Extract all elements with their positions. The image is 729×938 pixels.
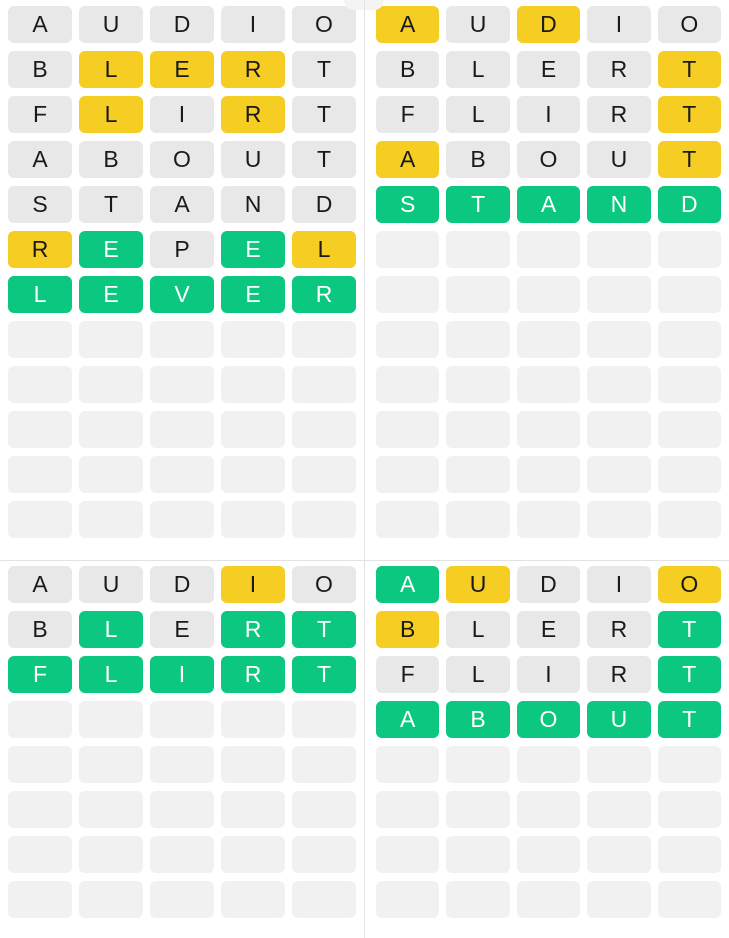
guess-row [8,51,356,88]
guess-row [8,881,356,918]
letter-tile: A [150,186,214,223]
letter-tile: T [658,96,721,133]
guess-row [8,836,356,873]
board-bottom-left [0,560,364,938]
letter-tile: O [658,566,721,603]
guess-row [376,611,721,648]
letter-tile: R [221,656,285,693]
letter-tile [8,746,72,783]
letter-tile [587,366,650,403]
letter-tile [658,746,721,783]
letter-tile: A [8,6,72,43]
letter-tile: L [292,231,356,268]
letter-tile [79,836,143,873]
letter-tile: F [376,656,439,693]
letter-tile: V [150,276,214,313]
guess-row [376,566,721,603]
guess-row [376,51,721,88]
letter-tile [376,321,439,358]
letter-tile: E [150,611,214,648]
letter-tile: A [376,141,439,178]
letter-tile [79,791,143,828]
letter-tile: D [150,566,214,603]
letter-tile: L [79,611,143,648]
letter-tile [292,881,356,918]
letter-tile: O [292,566,356,603]
letter-tile [150,836,214,873]
letter-tile [376,501,439,538]
letter-tile: D [658,186,721,223]
letter-tile [292,501,356,538]
guess-row [376,501,721,538]
letter-tile [292,836,356,873]
letter-tile: R [587,611,650,648]
letter-tile [587,276,650,313]
letter-tile [376,231,439,268]
letter-tile: B [8,51,72,88]
letter-tile: I [221,6,285,43]
letter-tile: T [658,611,721,648]
letter-tile [8,366,72,403]
guess-row [8,96,356,133]
letter-tile [8,501,72,538]
letter-tile: A [376,566,439,603]
letter-tile [150,411,214,448]
guess-row [8,231,356,268]
letter-tile: L [446,656,509,693]
letter-tile: R [8,231,72,268]
guess-row [376,836,721,873]
letter-tile [658,411,721,448]
guess-row [376,366,721,403]
guess-row [8,186,356,223]
letter-tile [517,501,580,538]
letter-tile [658,456,721,493]
letter-tile: E [517,51,580,88]
letter-tile: R [221,611,285,648]
letter-tile: T [658,51,721,88]
guess-row [376,701,721,738]
letter-tile: T [79,186,143,223]
letter-tile: S [376,186,439,223]
letter-tile [8,321,72,358]
letter-tile [221,881,285,918]
letter-tile: U [587,141,650,178]
letter-tile: T [292,96,356,133]
letter-tile: E [150,51,214,88]
letter-tile [446,791,509,828]
letter-tile [376,746,439,783]
letter-tile [221,836,285,873]
letter-tile: L [79,96,143,133]
letter-tile: E [221,231,285,268]
letter-tile [221,321,285,358]
letter-tile [150,746,214,783]
guess-row [376,321,721,358]
letter-tile: L [79,51,143,88]
letter-tile [587,456,650,493]
letter-tile [658,366,721,403]
letter-tile: O [658,6,721,43]
letter-tile: B [376,611,439,648]
letter-tile: O [150,141,214,178]
guess-row [376,791,721,828]
letter-tile [8,791,72,828]
letter-tile [517,746,580,783]
letter-tile: I [517,656,580,693]
letter-tile [517,881,580,918]
letter-tile: F [8,96,72,133]
letter-tile: D [517,566,580,603]
letter-tile [221,746,285,783]
letter-tile: I [587,6,650,43]
letter-tile [292,321,356,358]
letter-tile: T [292,51,356,88]
letter-tile [8,701,72,738]
letter-tile [446,836,509,873]
guess-row [8,321,356,358]
letter-tile [587,321,650,358]
letter-tile: T [658,656,721,693]
letter-tile [587,791,650,828]
guess-row [8,276,356,313]
letter-tile [517,836,580,873]
letter-tile [150,366,214,403]
letter-tile: I [587,566,650,603]
letter-tile: E [79,276,143,313]
guess-row [8,411,356,448]
letter-tile [376,791,439,828]
letter-tile [150,881,214,918]
letter-tile: U [79,6,143,43]
letter-tile [150,791,214,828]
letter-tile: O [292,6,356,43]
letter-tile [658,276,721,313]
vertical-divider [364,0,365,938]
letter-tile [292,456,356,493]
letter-tile [292,791,356,828]
guess-row [8,566,356,603]
letter-tile: N [221,186,285,223]
letter-tile [79,366,143,403]
letter-tile: T [658,141,721,178]
board-bottom-right [364,560,729,938]
letter-tile: L [446,611,509,648]
guess-row [8,746,356,783]
guess-row [376,656,721,693]
letter-tile: T [658,701,721,738]
letter-tile [292,746,356,783]
board-top-right [364,0,729,560]
letter-tile: U [79,566,143,603]
letter-tile: U [446,566,509,603]
letter-tile [376,276,439,313]
letter-tile [658,836,721,873]
letter-tile: A [376,701,439,738]
guess-row [376,276,721,313]
letter-tile [79,501,143,538]
letter-tile [517,276,580,313]
letter-tile [658,791,721,828]
guess-row [8,701,356,738]
letter-tile: R [292,276,356,313]
guess-row [376,881,721,918]
guess-row [376,141,721,178]
letter-tile: U [446,6,509,43]
letter-tile [658,881,721,918]
letter-tile: L [446,51,509,88]
letter-tile [292,366,356,403]
letter-tile [150,701,214,738]
letter-tile [446,366,509,403]
letter-tile [221,366,285,403]
letter-tile [658,501,721,538]
letter-tile: F [8,656,72,693]
letter-tile [587,231,650,268]
guess-row [376,186,721,223]
letter-tile: N [587,186,650,223]
letter-tile [446,231,509,268]
letter-tile: D [517,6,580,43]
guess-row [8,611,356,648]
guess-row [8,791,356,828]
letter-tile: U [221,141,285,178]
letter-tile [221,701,285,738]
letter-tile: R [221,51,285,88]
letter-tile [376,881,439,918]
letter-tile: B [79,141,143,178]
letter-tile [221,791,285,828]
letter-tile [376,411,439,448]
letter-tile [8,881,72,918]
letter-tile [587,501,650,538]
letter-tile: O [517,701,580,738]
letter-tile [8,411,72,448]
letter-tile [376,836,439,873]
letter-tile: I [517,96,580,133]
letter-tile [517,231,580,268]
letter-tile: D [150,6,214,43]
letter-tile [658,321,721,358]
letter-tile [446,881,509,918]
guess-row [376,746,721,783]
letter-tile [446,276,509,313]
letter-tile [517,366,580,403]
letter-tile [517,411,580,448]
letter-tile [587,746,650,783]
letter-tile [446,746,509,783]
letter-tile: T [292,611,356,648]
guess-row [376,6,721,43]
letter-tile: I [150,656,214,693]
letter-tile [79,746,143,783]
letter-tile [8,456,72,493]
letter-tile [150,456,214,493]
letter-tile: D [292,186,356,223]
letter-tile [221,411,285,448]
guess-row [376,456,721,493]
guess-row [8,366,356,403]
letter-tile [446,411,509,448]
letter-tile: T [292,141,356,178]
guess-row [8,141,356,178]
board-top-left [0,0,364,560]
letter-tile [221,501,285,538]
letter-tile [587,836,650,873]
letter-tile: P [150,231,214,268]
letter-tile: E [517,611,580,648]
letter-tile [79,411,143,448]
letter-tile: I [221,566,285,603]
letter-tile: R [587,96,650,133]
letter-tile [658,231,721,268]
letter-tile [446,456,509,493]
letter-tile: O [517,141,580,178]
letter-tile [517,791,580,828]
letter-tile [79,881,143,918]
letter-tile: R [221,96,285,133]
letter-tile: T [446,186,509,223]
guess-row [8,501,356,538]
letter-tile [376,366,439,403]
letter-tile [446,501,509,538]
letter-tile [221,456,285,493]
letter-tile [292,701,356,738]
letter-tile: B [8,611,72,648]
guess-row [8,656,356,693]
letter-tile: U [587,701,650,738]
letter-tile: E [79,231,143,268]
guess-row [376,96,721,133]
letter-tile: S [8,186,72,223]
letter-tile: F [376,96,439,133]
letter-tile: A [517,186,580,223]
letter-tile: B [446,701,509,738]
letter-tile [79,321,143,358]
guess-row [376,231,721,268]
letter-tile: B [376,51,439,88]
letter-tile: A [376,6,439,43]
letter-tile: R [587,656,650,693]
letter-tile: A [8,566,72,603]
letter-tile [446,321,509,358]
letter-tile [587,881,650,918]
letter-tile [292,411,356,448]
letter-tile: L [79,656,143,693]
guess-row [8,456,356,493]
letter-tile [79,456,143,493]
letter-tile: R [587,51,650,88]
letter-tile: E [221,276,285,313]
letter-tile [587,411,650,448]
letter-tile: T [292,656,356,693]
letter-tile: L [446,96,509,133]
letter-tile [79,701,143,738]
letter-tile [150,501,214,538]
letter-tile: L [8,276,72,313]
letter-tile [8,836,72,873]
letter-tile: B [446,141,509,178]
letter-tile [517,456,580,493]
guess-row [8,6,356,43]
letter-tile [376,456,439,493]
letter-tile: I [150,96,214,133]
letter-tile: A [8,141,72,178]
letter-tile [517,321,580,358]
letter-tile [150,321,214,358]
guess-row [376,411,721,448]
